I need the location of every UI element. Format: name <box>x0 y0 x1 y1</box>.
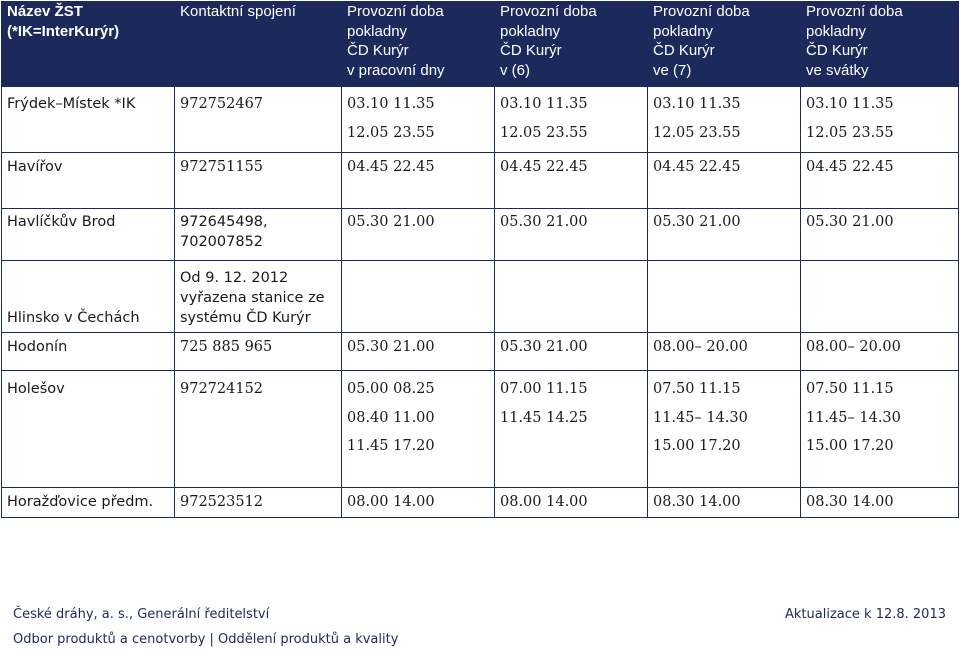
sunday-hours <box>648 209 801 261</box>
note-line: Od 9. 12. 2012 <box>180 270 289 286</box>
time-range: 04.45 22.45 <box>500 159 588 175</box>
station-name-text: Frýdek–Místek *IK <box>7 96 136 112</box>
station-contact <box>175 87 342 153</box>
station-name-text: Havířov <box>7 159 63 175</box>
saturday-hours <box>495 153 648 209</box>
phone-number: 972724152 <box>180 381 264 397</box>
time-range: 12.05 23.55 <box>806 124 894 141</box>
footer-top <box>13 607 946 622</box>
weekday-hours <box>342 371 495 488</box>
header-line: Kontaktní spojení <box>180 3 296 20</box>
weekday-hours <box>342 153 495 209</box>
station-name <box>2 87 175 153</box>
header-line: ČD Kurýr <box>347 42 409 59</box>
saturday-hours <box>495 371 648 488</box>
header-line: Název ŽST <box>7 3 83 20</box>
station-contact <box>175 153 342 209</box>
time-range: 04.45 22.45 <box>806 159 894 175</box>
header-line: v (6) <box>500 61 530 79</box>
sunday-hours <box>648 87 801 153</box>
header-line: pokladny <box>653 22 714 40</box>
time-range: 07.00 11.15 <box>500 381 588 397</box>
header-saturday-hours <box>495 2 648 87</box>
table-row <box>2 488 959 518</box>
header-line: ČD Kurýr <box>806 42 868 59</box>
weekday-hours <box>342 333 495 371</box>
time-range: 08.40 11.00 <box>347 409 435 426</box>
sunday-hours <box>648 488 801 518</box>
table-row <box>2 261 959 333</box>
time-range: 03.10 11.35 <box>500 96 588 112</box>
saturday-hours <box>495 87 648 153</box>
saturday-hours <box>495 333 648 371</box>
station-name-text: Hodonín <box>7 339 68 355</box>
holiday-hours <box>801 153 959 209</box>
time-range: 11.45– 14.30 <box>806 409 901 426</box>
header-line: pokladny <box>500 22 561 40</box>
station-name <box>2 488 175 518</box>
header-line: Provozní doba <box>653 3 750 20</box>
phone-number: 972752467 <box>180 96 264 112</box>
station-contact <box>175 209 342 261</box>
time-range: 04.45 22.45 <box>347 159 435 175</box>
time-range: 11.45 14.25 <box>500 409 588 426</box>
header-line: (*IK=InterKurýr) <box>7 22 120 40</box>
time-range: 12.05 23.55 <box>347 124 435 141</box>
header-contact <box>175 2 342 87</box>
header-holiday-hours <box>801 2 959 87</box>
footer-bottom <box>13 632 946 647</box>
header-line: ČD Kurýr <box>653 42 715 59</box>
header-line: ve svátky <box>806 61 869 79</box>
station-name <box>2 333 175 371</box>
time-range: 07.50 11.15 <box>806 381 894 397</box>
header-line: Provozní doba <box>500 3 597 20</box>
table-row <box>2 153 959 209</box>
weekday-hours <box>342 87 495 153</box>
station-schedule-table <box>1 1 959 518</box>
station-name <box>2 371 175 488</box>
time-range: 08.30 14.00 <box>653 494 741 510</box>
time-range: 07.50 11.15 <box>653 381 741 397</box>
phone-number: 702007852 <box>180 234 264 250</box>
weekday-hours <box>342 488 495 518</box>
station-name-text: Hlinsko v Čechách <box>7 310 140 326</box>
time-range: 08.00– 20.00 <box>806 339 901 355</box>
sunday-hours <box>648 261 801 333</box>
time-range: 12.05 23.55 <box>653 124 741 141</box>
header-weekday-hours <box>342 2 495 87</box>
station-name-text: Havlíčkův Brod <box>7 214 116 230</box>
saturday-hours <box>495 209 648 261</box>
table-row <box>2 87 959 153</box>
header-line: pokladny <box>806 22 867 40</box>
holiday-hours <box>801 371 959 488</box>
station-name <box>2 153 175 209</box>
holiday-hours <box>801 488 959 518</box>
table-row <box>2 371 959 488</box>
sunday-hours <box>648 153 801 209</box>
header-line: Provozní doba <box>806 3 903 20</box>
station-contact <box>175 333 342 371</box>
header-line: pokladny <box>347 22 408 40</box>
header-line: ve (7) <box>653 61 692 79</box>
phone-number: 725 885 965 <box>180 339 273 355</box>
header-station-name <box>2 2 175 87</box>
weekday-hours <box>342 261 495 333</box>
station-contact <box>175 371 342 488</box>
time-range: 03.10 11.35 <box>347 96 435 112</box>
holiday-hours <box>801 333 959 371</box>
time-range: 05.00 08.25 <box>347 381 435 397</box>
holiday-hours <box>801 87 959 153</box>
time-range: 05.30 21.00 <box>347 214 435 230</box>
time-range: 05.30 21.00 <box>347 339 435 355</box>
time-range: 03.10 11.35 <box>806 96 894 112</box>
time-range: 15.00 17.20 <box>806 438 894 454</box>
station-name <box>2 209 175 261</box>
saturday-hours <box>495 261 648 333</box>
station-name <box>2 261 175 333</box>
time-range: 15.00 17.20 <box>653 438 741 454</box>
time-range: 11.45 17.20 <box>347 438 435 454</box>
saturday-hours <box>495 488 648 518</box>
station-contact <box>175 488 342 518</box>
time-range: 12.05 23.55 <box>500 124 588 141</box>
table-row <box>2 333 959 371</box>
table-row <box>2 209 959 261</box>
station-note <box>175 261 342 333</box>
header-line: ČD Kurýr <box>500 42 562 59</box>
footer-department: Odbor produktů a cenotvorby | Oddělení produktů a kvality <box>13 632 399 647</box>
time-range: 05.30 21.00 <box>653 214 741 230</box>
header-line: Provozní doba <box>347 3 444 20</box>
phone-number: 972523512 <box>180 494 264 510</box>
holiday-hours <box>801 261 959 333</box>
station-name-text: Holešov <box>7 381 65 397</box>
header-row <box>2 2 959 87</box>
time-range: 05.30 21.00 <box>500 214 588 230</box>
time-range: 08.30 14.00 <box>806 494 894 510</box>
time-range: 08.00– 20.00 <box>653 339 748 355</box>
phone-number: 972751155 <box>180 159 264 175</box>
holiday-hours <box>801 209 959 261</box>
time-range: 08.00 14.00 <box>347 494 435 510</box>
time-range: 04.45 22.45 <box>653 159 741 175</box>
footer-company: České dráhy, a. s., Generální ředitelství <box>13 607 270 622</box>
time-range: 08.00 14.00 <box>500 494 588 510</box>
phone-number: 972645498, <box>180 214 268 230</box>
station-name-text: Horažďovice předm. <box>7 494 154 510</box>
weekday-hours <box>342 209 495 261</box>
header-sunday-hours <box>648 2 801 87</box>
sunday-hours <box>648 371 801 488</box>
sunday-hours <box>648 333 801 371</box>
note-line: systému ČD Kurýr <box>180 310 311 326</box>
header-line: v pracovní dny <box>347 61 445 79</box>
time-range: 05.30 21.00 <box>806 214 894 230</box>
time-range: 03.10 11.35 <box>653 96 741 112</box>
note-line: vyřazena stanice ze <box>180 290 325 306</box>
time-range: 05.30 21.00 <box>500 339 588 355</box>
time-range: 11.45– 14.30 <box>653 409 748 426</box>
footer-updated: Aktualizace k 12.8. 2013 <box>785 607 946 622</box>
